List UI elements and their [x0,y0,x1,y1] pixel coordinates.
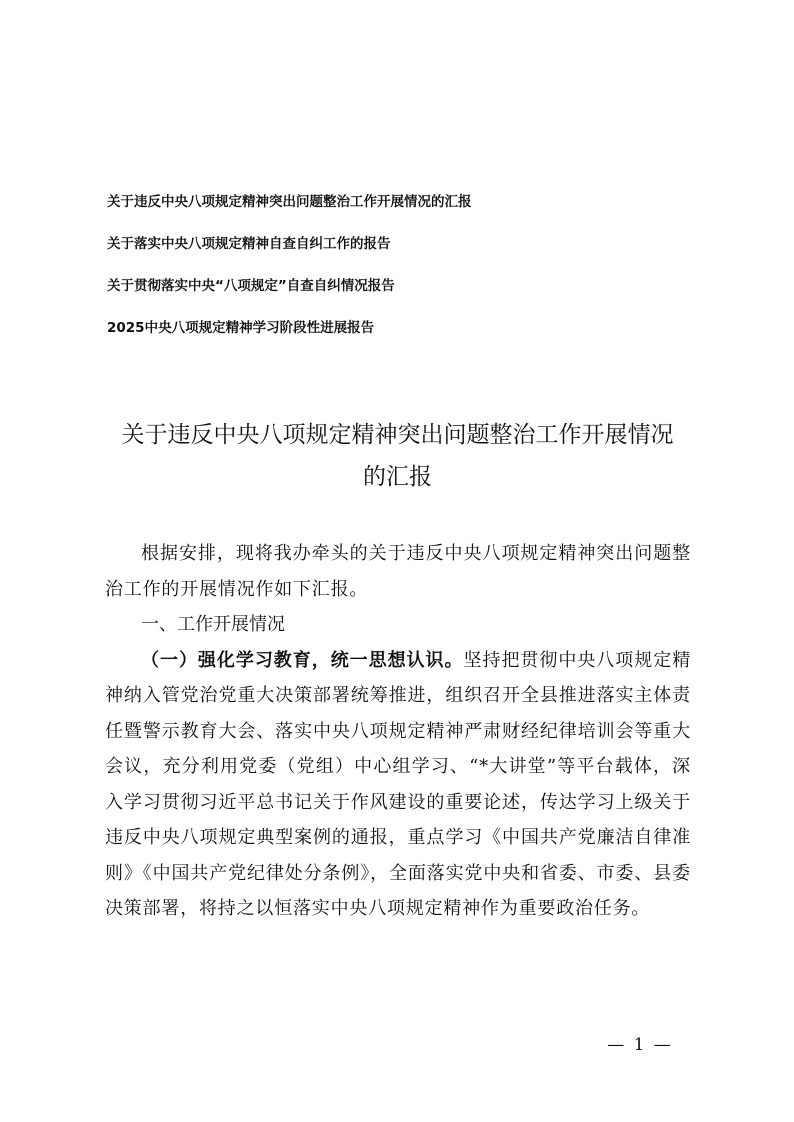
page-number: — 1 — [607,1035,673,1055]
toc-item-4[interactable]: 2025中央八项规定精神学习阶段性进展报告 [107,320,375,336]
intro-paragraph: 根据安排，现将我办牵头的关于违反中央八项规定精神突出问题整治工作的开展情况作如下汇报。 [105,543,691,600]
section-heading: 一、工作开展情况 [141,614,285,635]
subsection-lead-in: （一）强化学习教育，统一思想认识。 [141,649,464,671]
toc-item-2[interactable]: 关于落实中央八项规定精神自查自纠工作的报告 [107,236,391,252]
subsection-paragraph [105,643,691,927]
toc-item-3[interactable]: 关于贯彻落实中央“八项规定”自查自纠情况报告 [107,278,395,294]
document-body [105,536,691,927]
toc-item-1[interactable]: 关于违反中央八项规定精神突出问题整治工作开展情况的汇报 [107,194,472,210]
document-title-line-1: 关于违反中央八项规定精神突出问题整治工作开展情况 [121,422,674,448]
table-of-contents [107,193,727,361]
document-title-line-2: 的汇报 [363,464,432,490]
subsection-body: 坚持把贯彻中央八项规定精神纳入管党治党重大决策部署统筹推进，组织召开全县推进落实主体责任暨警示教育大会、落实中央八项规定精神严肃财经纪律培训会等重大会议，充分利用党委（党组）中心组学习、“*大讲堂”等平台载体，深入学习贯彻习近平总书记关于作风建设的重要论述，传达学习上级关于违反中央八项规定典型案例的通报，重点学习《中国共产党廉洁自律准则》《中国共产党纪律处分条例》，全面落实党中央和省委、市委、县委决策部署，将持之以恒落实中央八项规定精神作为重要政治任务。 [105,649,691,919]
document-title [95,414,700,498]
